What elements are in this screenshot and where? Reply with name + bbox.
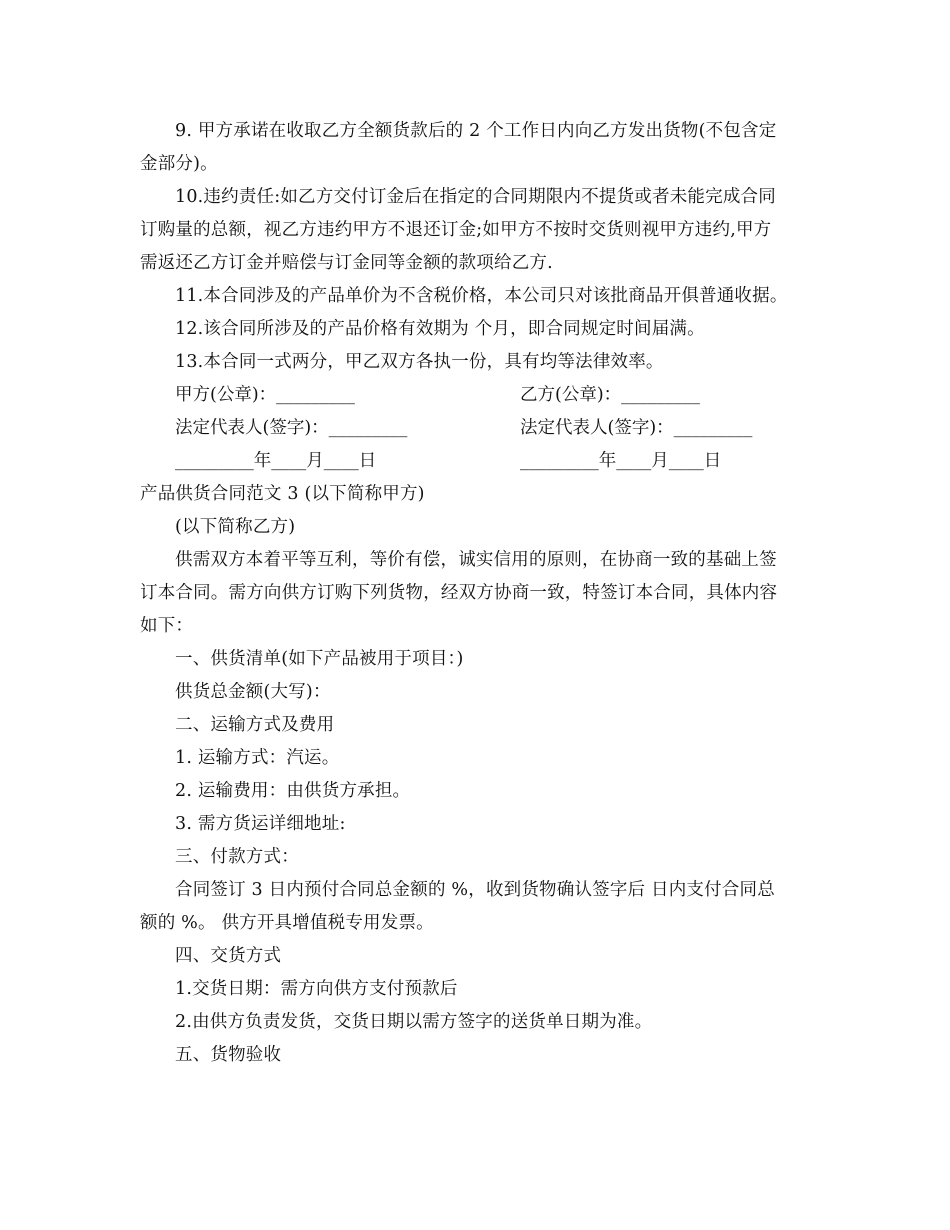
party-b-representative: 法定代表人(签字)：_________ [520,418,753,438]
section-3-line: 三、付款方式： [175,847,299,867]
section-3-line: 供货总金额(大写)： [175,682,331,702]
clause-12: 12.该合同所涉及的产品价格有效期为 个月，即合同规定时间届满。 [175,319,705,339]
clause-11: 11.本合同涉及的产品单价为不含税价格，本公司只对该批商品开俱普通收据。 [175,286,788,306]
section-3-title: 产品供货合同范文 3 (以下简称甲方) [140,484,425,504]
section-3-line: 订本合同。需方向供方订购下列货物，经双方协商一致，特签订本合同，具体内容 [140,583,778,603]
section-3-line: 3. 需方货运详细地址: [175,814,346,834]
section-3-line: 2. 运输费用：由供货方承担。 [175,781,411,801]
party-b-date: _________年____月____日 [520,451,722,471]
section-3-line: 供需双方本着平等互利，等价有偿，诚实信用的原则，在协商一致的基础上签 [175,550,777,570]
party-a-seal: 甲方(公章)：_________ [175,385,355,405]
section-3-line: 五、货物验收 [175,1045,282,1065]
section-3-line: 额的 %。 供方开具增值税专用发票。 [140,913,434,933]
party-a-date: _________年____月____日 [175,451,377,471]
party-a-representative: 法定代表人(签字)：_________ [175,418,408,438]
section-3-line: 合同签订 3 日内预付合同总金额的 %，收到货物确认签字后 日内支付合同总 [175,880,775,900]
section-3-line: (以下简称乙方) [175,517,296,537]
clause-10-line-1: 10.违约责任:如乙方交付订金后在指定的合同期限内不提货或者未能完成合同 [175,187,776,207]
clause-13: 13.本合同一式两分，甲乙双方各执一份，具有均等法律效率。 [175,352,664,372]
section-3-line: 如下： [140,616,194,636]
section-3-line: 一、供货清单(如下产品被用于项目：) [175,649,464,669]
clause-10-line-2: 订购量的总额，视乙方违约甲方不退还订金;如甲方不按时交货则视甲方违约,甲方 [140,220,772,240]
clause-9-line-1: 9. 甲方承诺在收取乙方全额货款后的 2 个工作日内向乙方发出货物(不包含定 [175,121,777,141]
clause-9-line-2: 金部分)。 [140,154,218,174]
section-3-line: 四、交货方式 [175,946,282,966]
clause-10-line-3: 需返还乙方订金并赔偿与订金同等金额的款项给乙方. [140,253,553,273]
section-3-line: 2.由供方负责发货，交货日期以需方签字的送货单日期为准。 [175,1012,653,1032]
section-3-line: 1.交货日期：需方向供方支付预款后 [175,979,458,999]
section-3-line: 1. 运输方式：汽运。 [175,748,340,768]
section-3-line: 二、运输方式及费用 [175,715,335,735]
party-b-seal: 乙方(公章)：_________ [520,385,700,405]
